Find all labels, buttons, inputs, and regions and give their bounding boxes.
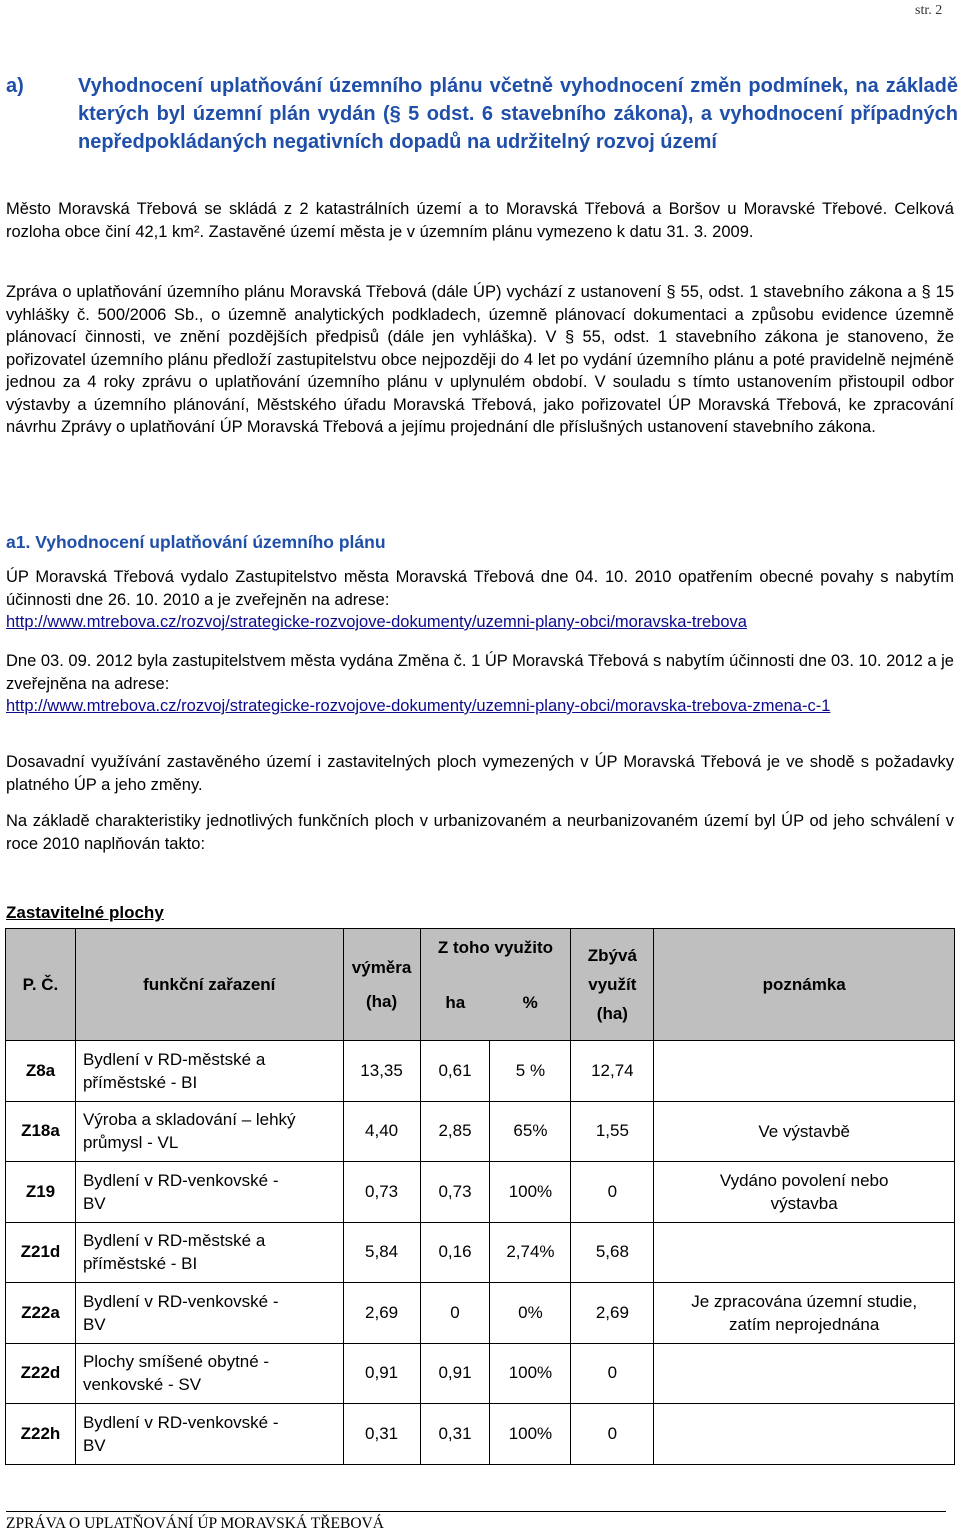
cell-left: 1,55 xyxy=(571,1101,654,1162)
cell-pc: Z22a xyxy=(6,1283,76,1344)
footer-divider xyxy=(6,1511,946,1512)
table-caption: Zastavitelné plochy xyxy=(6,903,164,922)
cell-used-ha: 0,31 xyxy=(420,1404,490,1465)
paragraph-text: Zpráva o uplatňování územního plánu Moravská Třebová (dále ÚP) vychází z ustanovení § 55, odst. 1 stavebního zákona a § 15 vyhlášky č. 500/2006 Sb., o územně analytických podkladech, územně plánovací dokumentaci a způsobu evidence územně plánovací činnosti, ve znění pozdějších předpisů (dále jen vyhláška). V § 55, odst. 1 stavebního zákona je stanoveno, že pořizovatel územního plánu předloží zastupitelstvu obce nejpozději do 4 let po vydání územního plánu a poté pravidelně nejméně jednou za 4 roky zprávu o uplatňování územního plánu v uplynulém období. V souladu s tímto ustanovením přistoupil odbor výstavby a územního plánování, Městského úřadu Moravská Třebová, jako pořizovatel ÚP Moravská Třebová, ke zpracování návrhu Zprávy o uplatňování ÚP Moravská Třebová a jejímu projednání dle příslušných ustanovení stavebního zákona. xyxy=(6,283,954,436)
cell-note xyxy=(654,1222,955,1283)
table-row xyxy=(6,1101,955,1162)
cell-pc: Z19 xyxy=(6,1162,76,1223)
cell-area: 0,73 xyxy=(343,1162,420,1223)
cell-pc: Z21d xyxy=(6,1222,76,1283)
cell-used-pct: 2,74% xyxy=(490,1222,571,1283)
table-row xyxy=(6,1041,955,1102)
paragraph-town-description xyxy=(6,198,954,243)
cell-used-pct: 5 % xyxy=(490,1041,571,1102)
cell-used-ha: 0,91 xyxy=(420,1343,490,1404)
cell-used-pct: 65% xyxy=(490,1101,571,1162)
cell-func: Výroba a skladování – lehký průmysl - VL xyxy=(75,1101,343,1162)
cell-note xyxy=(654,1404,955,1465)
cell-left: 0 xyxy=(571,1404,654,1465)
cell-used-ha: 0,16 xyxy=(420,1222,490,1283)
paragraph-change-1 xyxy=(6,650,954,718)
cell-pc: Z22h xyxy=(6,1404,76,1465)
paragraph-up-issued xyxy=(6,566,954,634)
table-row xyxy=(6,1162,955,1223)
cell-func: Bydlení v RD-venkovské - BV xyxy=(75,1162,343,1223)
cell-area: 0,91 xyxy=(343,1343,420,1404)
cell-func: Bydlení v RD-městské a příměstské - BI xyxy=(75,1222,343,1283)
cell-note: Ve výstavbě xyxy=(654,1101,955,1162)
cell-func: Bydlení v RD-městské a příměstské - BI xyxy=(75,1041,343,1102)
cell-pc: Z18a xyxy=(6,1101,76,1162)
paragraph-text: Na základě charakteristiky jednotlivých funkčních ploch v urbanizovaném a neurbanizovaném území byl ÚP od jeho schválení v roce 2010 naplňován takto: xyxy=(6,812,954,853)
header-used-ha: ha xyxy=(420,967,490,1041)
section-a-title: Vyhodnocení uplatňování územního plánu včetně vyhodnocení změn podmínek, na základě kterých byl územní plán vydán (§ 5 odst. 6 stavebního zákona), a vyhodnocení případných nepředpokládaných negativních dopadů na udržitelný rozvoj území xyxy=(78,75,958,153)
header-area: výměra (ha) xyxy=(343,929,420,1041)
section-a-label: a) xyxy=(6,75,24,97)
header-left: Zbývá využít (ha) xyxy=(571,929,654,1041)
paragraph-characteristics xyxy=(6,810,954,855)
page-number: str. 2 xyxy=(915,3,943,18)
header-func: funkční zařazení xyxy=(75,929,343,1041)
paragraph-current-use xyxy=(6,751,954,796)
header-note: poznámka xyxy=(654,929,955,1041)
cell-left: 0 xyxy=(571,1343,654,1404)
cell-used-ha: 2,85 xyxy=(420,1101,490,1162)
cell-used-ha: 0,73 xyxy=(420,1162,490,1223)
table-row xyxy=(6,1222,955,1283)
header-pc: P. Č. xyxy=(6,929,76,1041)
cell-used-pct: 100% xyxy=(490,1162,571,1223)
table-row xyxy=(6,1343,955,1404)
cell-note: Vydáno povolení nebo výstavba xyxy=(654,1162,955,1223)
cell-left: 12,74 xyxy=(571,1041,654,1102)
paragraph-text: Dne 03. 09. 2012 byla zastupitelstvem města vydána Změna č. 1 ÚP Moravská Třebová s nabytím účinnosti dne 03. 10. 2012 a je zveřejněna na adrese: xyxy=(6,652,954,693)
cell-note: Je zpracována územní studie, zatím neprojednána xyxy=(654,1283,955,1344)
header-used-pct: % xyxy=(490,967,571,1041)
cell-area: 2,69 xyxy=(343,1283,420,1344)
section-a1-heading: a1. Vyhodnocení uplatňování územního plánu xyxy=(6,532,386,552)
cell-note xyxy=(654,1041,955,1102)
footer-title: ZPRÁVA O UPLATŇOVÁNÍ ÚP MORAVSKÁ TŘEBOVÁ xyxy=(6,1515,384,1532)
cell-pc: Z8a xyxy=(6,1041,76,1102)
paragraph-text: ÚP Moravská Třebová vydalo Zastupitelstvo města Moravská Třebová dne 04. 10. 2010 opatřením obecné povahy s nabytím účinnosti dne 26. 10. 2010 a je zveřejněn na adrese: xyxy=(6,568,954,609)
cell-used-pct: 100% xyxy=(490,1404,571,1465)
cell-note xyxy=(654,1343,955,1404)
cell-used-ha: 0,61 xyxy=(420,1041,490,1102)
cell-func: Bydlení v RD-venkovské - BV xyxy=(75,1283,343,1344)
cell-used-ha: 0 xyxy=(420,1283,490,1344)
table-row xyxy=(6,1404,955,1465)
link-up-moravska-trebova[interactable]: http://www.mtrebova.cz/rozvoj/strategicke-rozvojove-dokumenty/uzemni-plany-obci/moravska-trebova xyxy=(6,613,747,631)
cell-used-pct: 0% xyxy=(490,1283,571,1344)
paragraph-report-basis xyxy=(6,281,954,439)
cell-func: Bydlení v RD-venkovské - BV xyxy=(75,1404,343,1465)
cell-area: 0,31 xyxy=(343,1404,420,1465)
cell-left: 5,68 xyxy=(571,1222,654,1283)
cell-pc: Z22d xyxy=(6,1343,76,1404)
cell-left: 2,69 xyxy=(571,1283,654,1344)
zastavitelne-plochy-table xyxy=(5,928,955,1465)
cell-left: 0 xyxy=(571,1162,654,1223)
link-zmena-c-1[interactable]: http://www.mtrebova.cz/rozvoj/strategicke-rozvojove-dokumenty/uzemni-plany-obci/moravska-trebova-zmena-c-1 xyxy=(6,697,831,715)
table-row xyxy=(6,1283,955,1344)
paragraph-text: Město Moravská Třebová se skládá z 2 katastrálních území a to Moravská Třebová a Boršov u Moravské Třebové. Celková rozloha obce činí 42,1 km². Zastavěné území města je v územním plánu vymezeno k datu 31. 3. 2009. xyxy=(6,200,954,241)
cell-area: 5,84 xyxy=(343,1222,420,1283)
cell-used-pct: 100% xyxy=(490,1343,571,1404)
cell-area: 13,35 xyxy=(343,1041,420,1102)
cell-area: 4,40 xyxy=(343,1101,420,1162)
cell-func: Plochy smíšené obytné - venkovské - SV xyxy=(75,1343,343,1404)
header-used: Z toho využito xyxy=(420,929,571,967)
paragraph-text: Dosavadní využívání zastavěného území i zastavitelných ploch vymezených v ÚP Moravská Třebová je ve shodě s požadavky platného ÚP a jeho změny. xyxy=(6,753,954,794)
